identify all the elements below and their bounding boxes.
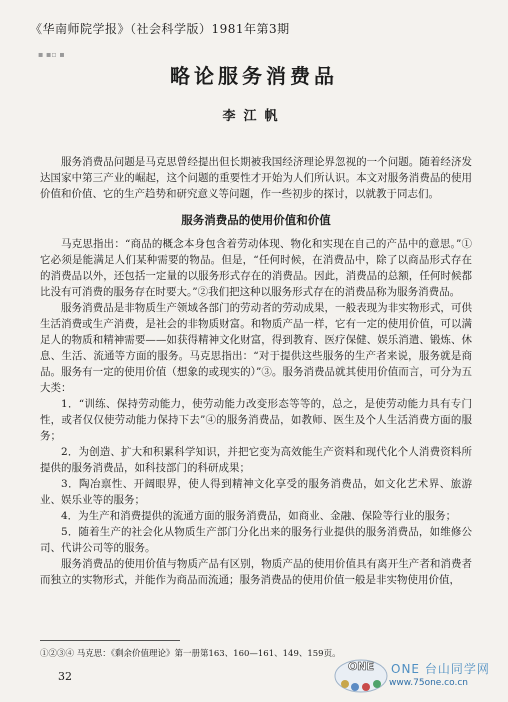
page-number: 32 xyxy=(58,670,72,683)
list-item: 1．“训练、保持劳动能力，使劳动能力改变形态等等的，总之，是使劳动能力具有专门性，或者仅仅使劳动能力保持下去”④的服务消费品，如教师、医生及个人生活消费方面的服务； xyxy=(40,398,472,442)
list-item: 2．为创造、扩大和积累科学知识，并把它变为高效能生产资料和现代化个人消费资料所提供的服务消费品，如科技部门的科研成果； xyxy=(40,446,472,474)
journal-header: 《华南师院学报》（社会科学版）1981年第3期 xyxy=(30,22,290,36)
article-author: 李江帆 xyxy=(222,109,286,124)
footnote: ①②③④ 马克思：《剩余价值理论》第一册第163、160—161、149、159页。 xyxy=(40,649,341,659)
globe-logo-icon xyxy=(333,654,389,694)
body-paragraph: 服务消费品是非物质生产领域各部门的劳动者的劳动成果，一般表现为非实物形式，可供生活消费或生产消费，是社会的非物质财富。和物质产品一样，它有一定的使用价值，可以满足人的物质和精神需要——如获得精神文化财富，得到教育、医疗保健、娱乐消遣、锻炼、休息、生活、流通等方面的服务。马克思指出：“对于提供这些服务的生产者来说，服务就是商品。服务有一定的使用价值（想象的或现实的）”③。服务消费品就其使用价值而言，可分为五大类： xyxy=(40,302,472,394)
list-item: 5．随着生产的社会化从物质生产部门分化出来的服务行业提供的服务消费品，如维修公司、代讲公司等的服务。 xyxy=(40,526,472,554)
list-item: 3．陶冶禀性、开阔眼界，使人得到精神文化享受的服务消费品，如文化艺术界、旅游业、娱乐业等的服务； xyxy=(40,478,472,506)
section-title: 服务消费品的使用价值和价值 xyxy=(181,213,331,227)
intro-paragraph: 服务消费品问题是马克思曾经提出但长期被我国经济理论界忽视的一个问题。随着经济发达国家中第三产业的崛起，这个问题的重要性才开始为人们所认识。本文对服务消费品的使用价值和价值、它的生产趋势和研究意义等问题，作一些初步的探讨，以就教于同志们。 xyxy=(40,156,472,200)
article-title: 略论服务消费品 xyxy=(170,64,338,88)
article-body xyxy=(40,154,472,588)
watermark-site-name: ONE 台山同学网 xyxy=(391,662,490,676)
footnote-divider xyxy=(40,640,180,641)
svg-text:ONE: ONE xyxy=(347,660,375,673)
list-item: 4．为生产和消费提供的流通方面的服务消费品，如商业、金融、保险等行业的服务； xyxy=(61,510,457,522)
watermark-url: www.75one.co.cn xyxy=(389,678,468,688)
watermark xyxy=(333,654,503,694)
scan-smudge: ▪ ▪▫ ▪ xyxy=(38,50,65,59)
body-paragraph: 马克思指出：“商品的概念本身包含着劳动体现、物化和实现在自己的产品中的意思。”①它必须是能满足人们某种需要的物品。但是，“任何时候，在消费品中，除了以商品形式存在的消费品以外，还包括一定量的以服务形式存在的消费品。因此，消费品的总额，任何时候都比没有可消费的服务存在时要大。”②我们把这种以服务形式存在的消费品称为服务消费品。 xyxy=(40,238,472,298)
body-paragraph: 服务消费品的使用价值与物质产品有区别，物质产品的使用价值具有离开生产者和消费者而独立的实物形式，并能作为商品而流通；服务消费品的使用价值一般是非实物使用价值， xyxy=(40,558,472,586)
